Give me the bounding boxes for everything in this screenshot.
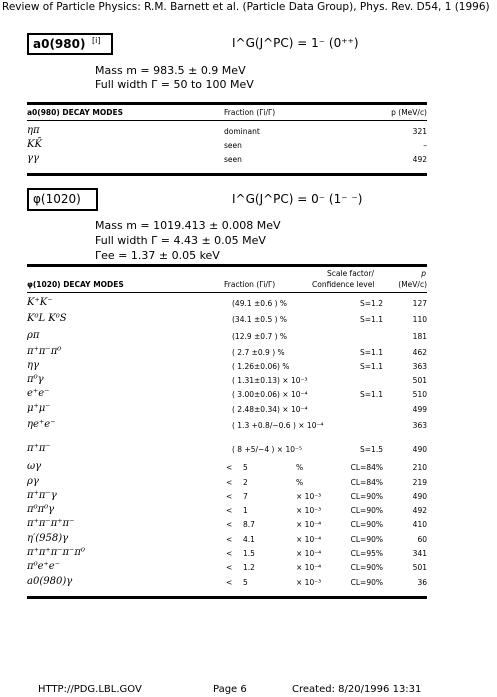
decay-momentum: 363: [412, 362, 427, 371]
decay-momentum: 60: [417, 535, 427, 544]
mass-a0: Mass m = 983.5 ± 0.9 MeV: [95, 64, 246, 77]
decay-fraction: ( 3.00±0.06) × 10⁻⁴: [232, 390, 308, 399]
decay-mode: ηγ: [27, 360, 39, 371]
decay-fraction-unit: × 10⁻⁴: [296, 520, 322, 529]
decay-fraction: 4.1: [243, 535, 255, 544]
table-rule-header-phi: [27, 292, 427, 293]
scale-factor: CL=90%: [350, 506, 383, 515]
decay-fraction-unit: × 10⁻⁴: [296, 563, 322, 572]
upper-limit-sign: <: [226, 535, 233, 544]
decay-momentum: 36: [417, 578, 427, 587]
decay-fraction: 8.7: [243, 520, 255, 529]
decay-fraction: seen: [224, 155, 242, 164]
section-divider: [27, 173, 427, 176]
decay-fraction-unit: × 10⁻³: [296, 506, 322, 515]
decay-mode: ηe⁺e⁻: [27, 419, 56, 430]
decay-mode: ργ: [27, 476, 39, 487]
quantum-numbers-phi: I^G(J^PC) = 0⁻ (1⁻ ⁻): [232, 192, 363, 206]
decay-mode: ωγ: [27, 461, 42, 472]
decay-mode: K⁺K⁻: [27, 297, 53, 308]
decay-momentum: 363: [412, 421, 427, 430]
table-header-p-a0: p (MeV/c): [391, 108, 427, 117]
table-header-punit-phi: (MeV/c): [398, 280, 427, 289]
scale-factor: CL=90%: [350, 535, 383, 544]
width-phi: Full width Γ = 4.43 ± 0.05 MeV: [95, 234, 266, 247]
decay-mode: π⁺π⁻: [27, 443, 51, 454]
decay-momentum: 219: [412, 478, 427, 487]
decay-fraction: 7: [243, 492, 248, 501]
decay-momentum: 499: [412, 405, 427, 414]
particle-ref-a0: [i]: [92, 36, 101, 45]
scale-factor: S=1.1: [360, 348, 383, 357]
decay-fraction-unit: × 10⁻³: [296, 492, 322, 501]
scale-factor: CL=90%: [350, 492, 383, 501]
upper-limit-sign: <: [226, 563, 233, 572]
footer-created: Created: 8/20/1996 13:31: [292, 684, 422, 695]
table-header-modes-a0: a0(980) DECAY MODES: [27, 108, 123, 117]
decay-momentum: 462: [412, 348, 427, 357]
decay-momentum: 490: [412, 492, 427, 501]
decay-momentum: 127: [412, 299, 427, 308]
decay-momentum: 410: [412, 520, 427, 529]
upper-limit-sign: <: [226, 549, 233, 558]
decay-momentum: 492: [412, 155, 427, 164]
decay-fraction: ( 2.7 ±0.9 ) %: [232, 348, 285, 357]
ee-width-phi: Γee = 1.37 ± 0.05 keV: [95, 249, 220, 262]
decay-momentum: 510: [412, 390, 427, 399]
table-header-fraction-phi: Fraction (Γi/Γ): [224, 280, 276, 289]
decay-fraction: (49.1 ±0.6 ) %: [232, 299, 288, 308]
decay-mode: π⁰π⁰γ: [27, 504, 55, 515]
decay-fraction: ( 1.3 +0.8/−0.6 ) × 10⁻⁴: [232, 421, 324, 430]
table-header-modes-phi: φ(1020) DECAY MODES: [27, 280, 124, 289]
table-header-fraction-a0: Fraction (Γi/Γ): [224, 108, 276, 117]
decay-momentum: 110: [412, 315, 427, 324]
decay-fraction: ( 1.26±0.06) %: [232, 362, 290, 371]
scale-factor: S=1.5: [360, 445, 383, 454]
decay-momentum: 492: [412, 506, 427, 515]
decay-fraction: 1.2: [243, 563, 255, 572]
table-rule-top-phi: [27, 264, 427, 267]
upper-limit-sign: <: [226, 578, 233, 587]
decay-fraction: seen: [224, 141, 242, 150]
decay-mode: e⁺e⁻: [27, 388, 50, 399]
decay-momentum: 181: [412, 332, 427, 341]
scale-factor: CL=84%: [350, 478, 383, 487]
decay-mode: μ⁺μ⁻: [27, 403, 51, 414]
page-header: Review of Particle Physics: R.M. Barnett et al. (Particle Data Group), Phys. Rev. D54, 1 (1996): [2, 1, 490, 13]
decay-fraction: ( 2.48±0.34) × 10⁻⁴: [232, 405, 308, 414]
decay-mode: π⁺π⁻π⁺π⁻: [27, 518, 75, 529]
scale-factor: CL=90%: [350, 578, 383, 587]
scale-factor: CL=95%: [350, 549, 383, 558]
table-rule-bottom-phi: [27, 596, 427, 599]
upper-limit-sign: <: [226, 492, 233, 501]
decay-momentum: 321: [412, 127, 427, 136]
decay-fraction: 5: [243, 578, 248, 587]
decay-mode: K⁰L K⁰S: [27, 313, 67, 324]
decay-fraction: (12.9 ±0.7 ) %: [232, 332, 288, 341]
decay-fraction: ( 1.31±0.13) × 10⁻³: [232, 376, 308, 385]
table-header-p-phi: p: [421, 269, 426, 278]
scale-factor: S=1.1: [360, 362, 383, 371]
table-header-cl-phi: Confidence level: [312, 280, 375, 289]
decay-fraction: 1: [243, 506, 248, 515]
decay-mode: π⁺π⁺π⁻π⁻π⁰: [27, 547, 85, 558]
table-rule-top-a0: [27, 102, 427, 105]
scale-factor: CL=90%: [350, 563, 383, 572]
upper-limit-sign: <: [226, 478, 233, 487]
width-a0: Full width Γ = 50 to 100 MeV: [95, 78, 254, 91]
decay-fraction: 2: [243, 478, 248, 487]
mass-phi: Mass m = 1019.413 ± 0.008 MeV: [95, 219, 281, 232]
decay-fraction-unit: × 10⁻⁴: [296, 535, 322, 544]
decay-momentum: 501: [412, 563, 427, 572]
decay-mode: ηπ: [27, 125, 40, 136]
decay-mode: π⁰e⁺e⁻: [27, 561, 60, 572]
decay-mode: π⁰γ: [27, 374, 44, 385]
decay-fraction: 5: [243, 463, 248, 472]
decay-momentum: 490: [412, 445, 427, 454]
particle-name-phi: φ(1020): [33, 192, 81, 206]
decay-fraction: 1.5: [243, 549, 255, 558]
particle-name-a0: a0(980): [33, 37, 86, 51]
upper-limit-sign: <: [226, 520, 233, 529]
scale-factor: S=1.2: [360, 299, 383, 308]
decay-mode: ρπ: [27, 330, 40, 341]
table-rule-header-a0: [27, 120, 427, 121]
decay-mode: η′(958)γ: [27, 533, 69, 544]
decay-momentum: 501: [412, 376, 427, 385]
decay-fraction: ( 8 +5/−4 ) × 10⁻⁵: [232, 445, 302, 454]
decay-fraction: dominant: [224, 127, 260, 136]
table-header-scale-phi: Scale factor/: [327, 269, 375, 278]
quantum-numbers-a0: I^G(J^PC) = 1⁻ (0⁺⁺): [232, 36, 359, 50]
decay-mode: KK̄: [27, 139, 42, 150]
footer-url: HTTP://PDG.LBL.GOV: [38, 684, 142, 695]
upper-limit-sign: <: [226, 463, 233, 472]
scale-factor: S=1.1: [360, 390, 383, 399]
decay-fraction: (34.1 ±0.5 ) %: [232, 315, 288, 324]
decay-mode: π⁺π⁻γ: [27, 490, 57, 501]
scale-factor: CL=84%: [350, 463, 383, 472]
decay-fraction-unit: × 10⁻⁴: [296, 549, 322, 558]
upper-limit-sign: <: [226, 506, 233, 515]
decay-mode: π⁺π⁻π⁰: [27, 346, 62, 357]
scale-factor: CL=90%: [350, 520, 383, 529]
scale-factor: S=1.1: [360, 315, 383, 324]
decay-fraction-unit: × 10⁻³: [296, 578, 322, 587]
decay-mode: γγ: [27, 153, 39, 164]
decay-mode: a0(980)γ: [27, 576, 73, 587]
decay-momentum: 210: [412, 463, 427, 472]
footer-page: Page 6: [213, 684, 247, 695]
decay-fraction-unit: %: [296, 463, 304, 472]
decay-momentum: 341: [412, 549, 427, 558]
decay-momentum: –: [423, 141, 427, 150]
decay-fraction-unit: %: [296, 478, 304, 487]
